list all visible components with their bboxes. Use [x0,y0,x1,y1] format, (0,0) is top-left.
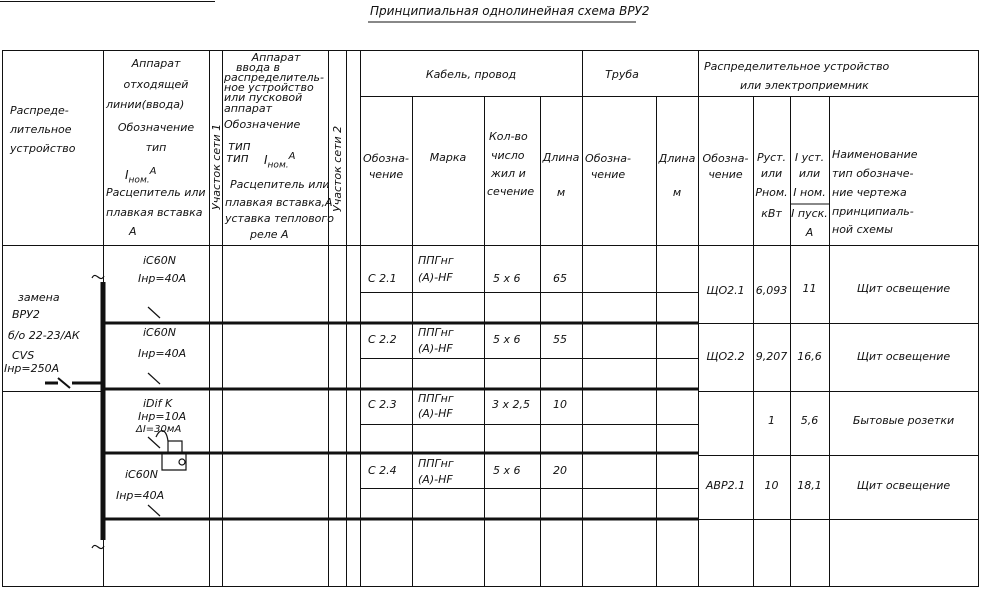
line-3-brand-1: ППГнг [418,392,454,405]
line-2-device: iC60N [143,326,176,339]
header-recv-name-3: ние чертежа [832,186,907,199]
line-2-cores: 5 x 6 [493,333,521,346]
line-1-recv: ЩО2.1 [706,284,745,297]
line-1-cable: С 2.1 [368,272,397,285]
page-title: Принципиальная однолинейная схема ВРУ2 [370,4,650,18]
line-1-length: 65 [553,272,567,285]
line-3-setting: Iнр=10А [138,410,187,423]
line-1-name: Щит освещение [856,282,951,295]
line-3-name: Бытовые розетки [852,414,955,427]
header-switchgear-line1: Распреде- [10,104,69,117]
line-2-setting: Iнр=40А [138,347,187,360]
line-3-device: iDif K [143,397,173,410]
header-outgoing-line2: отходящей [123,78,189,91]
breaker-1-contact [148,307,160,318]
header-switchgear-line2: лительное [10,123,72,136]
header-cable-group: Кабель, провод [425,68,517,81]
header-recv-current-4: I пуск. [791,207,828,220]
header-input-line12: Расцепитель или [230,178,330,191]
switchgear-name-3: б/о 22-23/АК [8,329,80,342]
header-input-line5: или пусковой [224,91,303,104]
main-breaker-contact [58,378,70,388]
header-input-line7: Обозначение [224,118,301,131]
header-cable-cores-4: сечение [487,185,535,198]
line-2-brand-1: ППГнг [418,326,454,339]
header-outgoing-line7: Расцепитель или [106,186,206,199]
line-4-device: iC60N [125,468,158,481]
header-outgoing-line1: Аппарат [131,57,181,70]
switchgear-name-1: замена [18,291,60,304]
line-3-power: 1 [768,414,775,427]
line-4-cores: 5 x 6 [493,464,521,477]
line-3-brand-2: (А)-HF [418,407,453,420]
header-recv-current-2: или [798,167,821,180]
header-recv-name-4: принципиаль- [832,205,914,218]
header-recv-power-4: кВт [761,207,782,220]
header-input-line3: распределитель- [224,71,324,84]
header-cable-designation-1: Обозна- [363,152,409,165]
header-recv-name-2: тип обозначе- [832,167,914,180]
line-2-cable: С 2.2 [368,333,397,346]
header-input-line1: Аппарат [251,51,301,64]
header-cable-brand: Марка [429,151,467,164]
header-outgoing-line9: А [129,225,137,238]
rcd-3-contact [148,437,160,448]
header-cable-cores-2: число [491,149,525,162]
line-4-recv: АВР2.1 [705,479,746,492]
header-pipe-group: Труба [605,68,639,81]
line-3-cores: 3 x 2,5 [492,398,530,411]
header-section-2: Участок сети 2 [331,125,344,212]
header-cable-designation-2: чение [368,168,404,181]
line-1-cores: 5 x 6 [493,272,521,285]
header-cable-cores-1: Кол-во [489,130,528,143]
line-2-power: 9,207 [755,350,788,363]
line-1-current: 11 [802,282,817,295]
line-4-length: 20 [553,464,567,477]
header-outgoing-line5: тип [145,141,167,154]
line-1-brand-1: ППГнг [418,254,454,267]
line-2-length: 55 [553,333,567,346]
header-input-type: тип [226,151,249,165]
header-recv-name-5: ной схемы [832,223,893,236]
line-1-power: 6,093 [755,284,788,297]
busbar-top-mark [92,275,104,278]
breaker-2-contact [148,373,160,384]
line-3-current: 5,6 [800,414,819,427]
line-1-device: iC60N [143,254,176,267]
switchgear-name-2: ВРУ2 [12,308,40,321]
line-1-brand-2: (А)-HF [418,271,453,284]
header-recv-designation-2: чение [708,168,743,181]
header-outgoing-line3: линии(ввода) [106,98,185,111]
header-recv-current-1: I уст. [794,151,825,164]
busbar-bottom-mark [92,545,104,548]
header-switchgear-line3: устройство [10,142,76,155]
header-input-inom-value: $I_{ном.}^А$ [264,151,296,171]
header-recv-designation-1: Обозна- [702,152,749,165]
header-cable-cores-3: жил и [491,167,526,180]
breaker-4-contact [148,505,160,516]
header-input-line14: уставка теплового [225,212,334,225]
line-3-leak: ΔI=30мА [136,424,182,435]
line-1-setting: Iнр=40А [138,272,187,285]
header-input-line15: реле А [250,228,289,241]
header-cable-length-1: Длина [542,151,580,164]
line-2-name: Щит освещение [856,350,951,363]
feeder-lines [103,282,698,540]
line-2-current: 16,6 [797,350,822,363]
header-section-1: Участок сети 1 [210,123,223,210]
header-outgoing-inom: $I_{ном.}^A$ [125,166,157,186]
header-pipe-designation-1: Обозна- [585,152,631,165]
line-4-brand-2: (А)-HF [418,473,453,486]
line-4-name: Щит освещение [856,479,951,492]
header-pipe-designation-2: чение [590,168,626,181]
line-2-recv: ЩО2.2 [706,350,745,363]
header-pipe-length-2: м [672,186,682,199]
main-breaker-type: CVS [12,349,35,362]
header-input-inom: тип [228,139,251,153]
header-input-line13: плавкая вставка,А [225,196,333,209]
header-receiver-group-1: Распределительное устройство [704,60,890,73]
line-4-current: 18,1 [797,479,822,492]
line-3-cable: С 2.3 [368,398,397,411]
header-input-line6: аппарат [224,102,272,115]
line-4-power: 10 [764,479,779,492]
header-outgoing-line8: плавкая вставка [106,206,203,219]
line-4-brand-1: ППГнг [418,457,454,470]
header-recv-name-1: Наименование [832,148,918,161]
header-recv-power-3: Рном. [755,186,788,199]
header-receiver-group-2: или электроприемник [740,79,869,92]
main-breaker-setting: Iнр=250А [4,362,60,375]
header-recv-current-5: А [805,226,814,239]
line-2-brand-2: (А)-HF [418,342,453,355]
header-recv-power-2: или [760,167,783,180]
header-outgoing-line4: Обозначение [117,121,195,134]
line-4-setting: Iнр=40А [116,489,165,502]
header-recv-current-3: I ном. [793,186,826,199]
header-input-line4: ное устройство [224,81,314,94]
line-3-length: 10 [553,398,567,411]
rcd-3-sensor [168,441,182,453]
header-recv-power-1: Руст. [756,151,787,164]
header-input-line2: ввода в [236,61,281,74]
header-cable-length-2: м [556,186,566,199]
header-pipe-length-1: Длина [658,152,696,165]
line-4-cable: С 2.4 [368,464,397,477]
